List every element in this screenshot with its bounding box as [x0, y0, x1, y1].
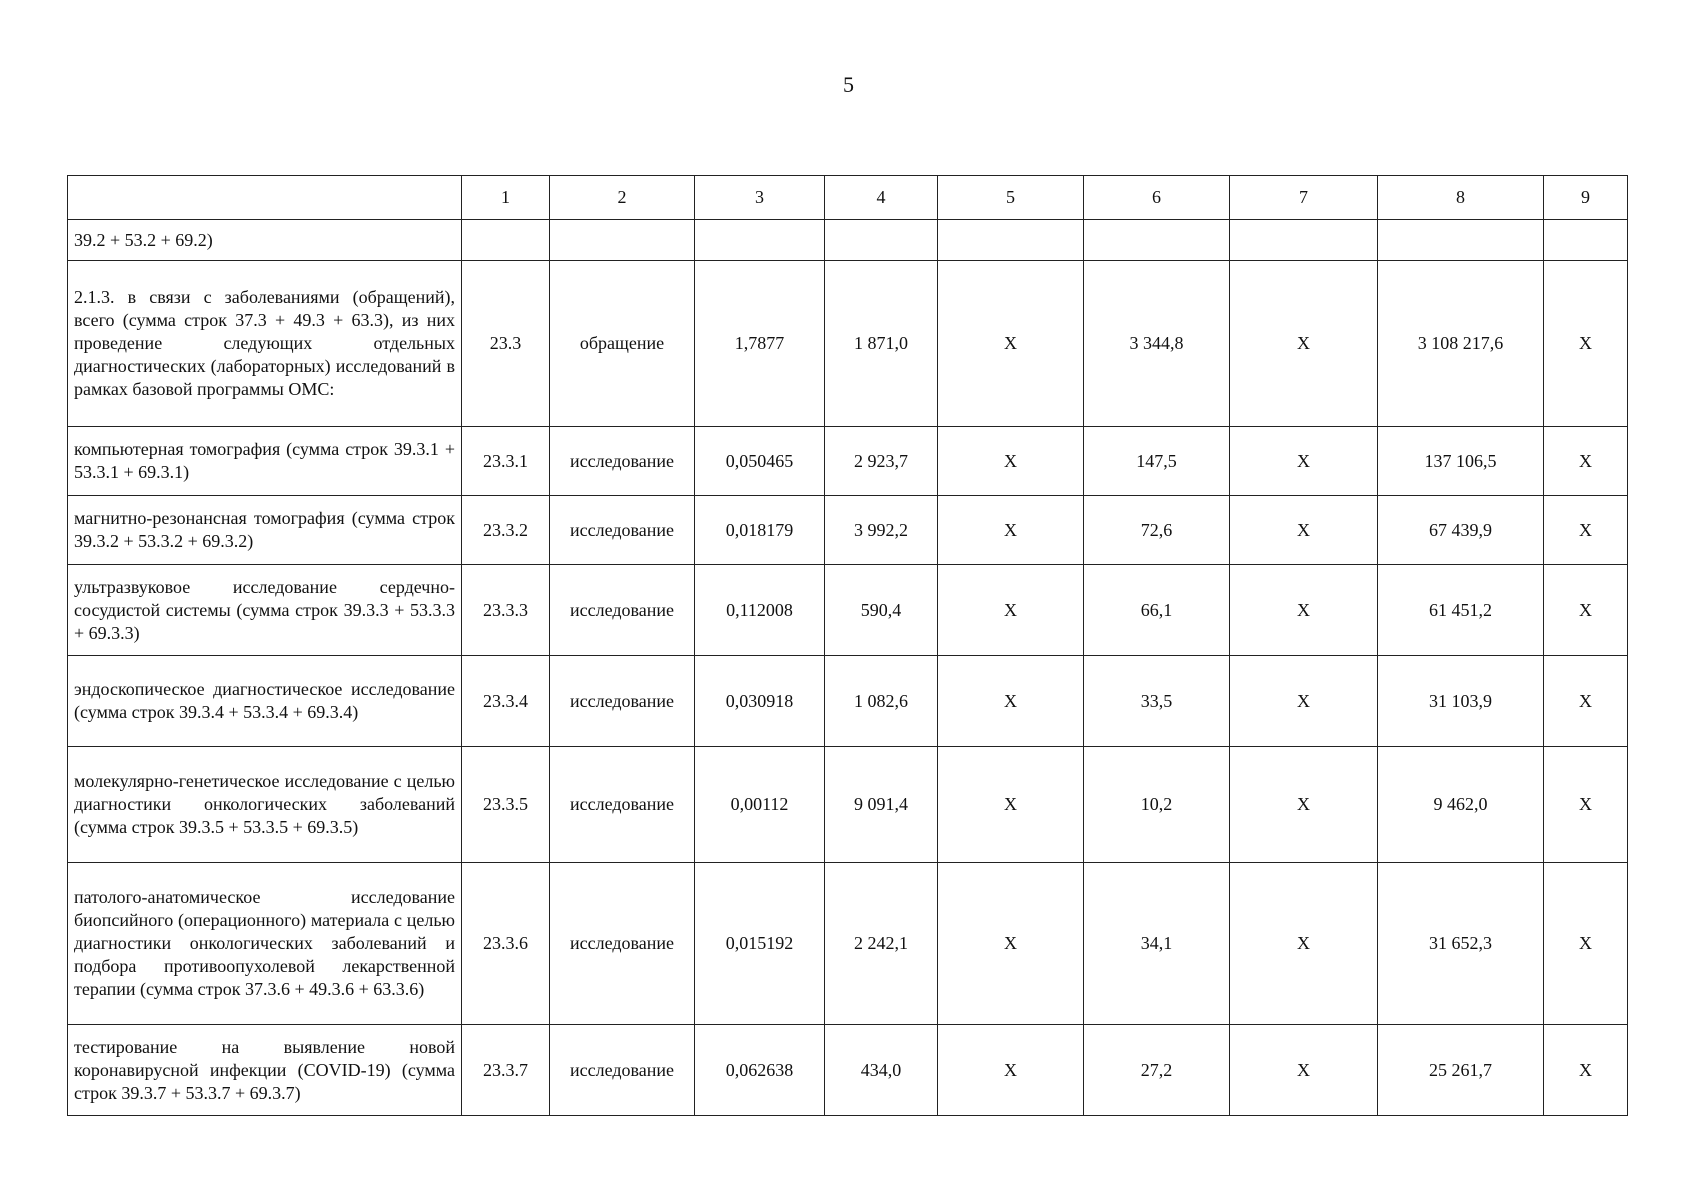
value-cell: 0,030918 [695, 656, 825, 747]
row-number-cell: 23.3.1 [462, 427, 550, 496]
value-cell: X [1230, 1025, 1378, 1116]
unit-cell: исследование [550, 427, 695, 496]
value-cell: 0,00112 [695, 747, 825, 863]
value-cell: X [1230, 496, 1378, 565]
value-cell: X [1230, 427, 1378, 496]
value-cell: 31 652,3 [1378, 863, 1544, 1025]
row-number-cell: 23.3.6 [462, 863, 550, 1025]
header-cell: 9 [1544, 176, 1628, 220]
value-cell: 34,1 [1084, 863, 1230, 1025]
row-number-cell: 23.3 [462, 261, 550, 427]
value-cell: 67 439,9 [1378, 496, 1544, 565]
empty-cell [1544, 220, 1628, 261]
row-number-cell: 23.3.2 [462, 496, 550, 565]
unit-cell: исследование [550, 565, 695, 656]
header-cell: 6 [1084, 176, 1230, 220]
value-cell: 1 082,6 [825, 656, 938, 747]
empty-cell [1084, 220, 1230, 261]
value-cell: X [1544, 427, 1628, 496]
row-name-cell: ультразвуковое исследование сердечно-сосудистой системы (сумма строк 39.3.3 + 53.3.3 + 69.3.3) [68, 565, 462, 656]
table-row [68, 496, 1628, 565]
table-row [68, 747, 1628, 863]
table-row [68, 1025, 1628, 1116]
row-name-cell: магнитно-резонансная томография (сумма строк 39.3.2 + 53.3.2 + 69.3.2) [68, 496, 462, 565]
value-cell: X [1544, 747, 1628, 863]
row-name-cell: 39.2 + 53.2 + 69.2) [68, 220, 462, 261]
data-table [67, 175, 1628, 1116]
value-cell: 3 108 217,6 [1378, 261, 1544, 427]
header-cell: 2 [550, 176, 695, 220]
header-cell-name [68, 176, 462, 220]
row-name-cell: патолого-анатомическое исследование биопсийного (операционного) материала с целью диагностики онкологических заболеваний и подбора противоопухолевой лекарственной терапии (сумма строк 37.3.6 + 49.3.6 + 63.3.6) [68, 863, 462, 1025]
empty-cell [825, 220, 938, 261]
value-cell: 25 261,7 [1378, 1025, 1544, 1116]
value-cell: X [1544, 656, 1628, 747]
value-cell: 33,5 [1084, 656, 1230, 747]
table-row [68, 565, 1628, 656]
value-cell: X [1230, 565, 1378, 656]
unit-cell: исследование [550, 656, 695, 747]
value-cell: 590,4 [825, 565, 938, 656]
header-cell: 3 [695, 176, 825, 220]
value-cell: 66,1 [1084, 565, 1230, 656]
table-row [68, 863, 1628, 1025]
value-cell: 3 992,2 [825, 496, 938, 565]
value-cell: X [938, 261, 1084, 427]
row-name-cell: компьютерная томография (сумма строк 39.3.1 + 53.3.1 + 69.3.1) [68, 427, 462, 496]
value-cell: 0,018179 [695, 496, 825, 565]
header-row [68, 176, 1628, 220]
header-cell: 5 [938, 176, 1084, 220]
value-cell: 434,0 [825, 1025, 938, 1116]
value-cell: X [1230, 863, 1378, 1025]
empty-cell [550, 220, 695, 261]
value-cell: X [938, 496, 1084, 565]
value-cell: X [938, 565, 1084, 656]
unit-cell: исследование [550, 863, 695, 1025]
value-cell: 0,050465 [695, 427, 825, 496]
unit-cell: обращение [550, 261, 695, 427]
value-cell: 31 103,9 [1378, 656, 1544, 747]
value-cell: X [1230, 261, 1378, 427]
value-cell: 72,6 [1084, 496, 1230, 565]
table-row [68, 427, 1628, 496]
value-cell: 2 242,1 [825, 863, 938, 1025]
empty-cell [1230, 220, 1378, 261]
value-cell: X [1544, 863, 1628, 1025]
row-number-cell: 23.3.4 [462, 656, 550, 747]
value-cell: X [1544, 565, 1628, 656]
unit-cell: исследование [550, 747, 695, 863]
value-cell: X [1544, 1025, 1628, 1116]
value-cell: 1 871,0 [825, 261, 938, 427]
value-cell: X [938, 863, 1084, 1025]
empty-cell [1378, 220, 1544, 261]
row-name-cell: молекулярно-генетическое исследование с целью диагностики онкологических заболеваний (сумма строк 39.3.5 + 53.3.5 + 69.3.5) [68, 747, 462, 863]
empty-cell [695, 220, 825, 261]
empty-cell [462, 220, 550, 261]
header-cell: 1 [462, 176, 550, 220]
value-cell: 61 451,2 [1378, 565, 1544, 656]
value-cell: 27,2 [1084, 1025, 1230, 1116]
value-cell: 1,7877 [695, 261, 825, 427]
value-cell: X [1544, 261, 1628, 427]
value-cell: 0,112008 [695, 565, 825, 656]
table-row [68, 656, 1628, 747]
row-name-cell: эндоскопическое диагностическое исследование (сумма строк 39.3.4 + 53.3.4 + 69.3.4) [68, 656, 462, 747]
row-number-cell: 23.3.3 [462, 565, 550, 656]
header-cell: 8 [1378, 176, 1544, 220]
value-cell: X [938, 427, 1084, 496]
value-cell: 137 106,5 [1378, 427, 1544, 496]
row-number-cell: 23.3.7 [462, 1025, 550, 1116]
value-cell: 9 091,4 [825, 747, 938, 863]
value-cell: 9 462,0 [1378, 747, 1544, 863]
value-cell: X [1230, 656, 1378, 747]
value-cell: 147,5 [1084, 427, 1230, 496]
unit-cell: исследование [550, 496, 695, 565]
unit-cell: исследование [550, 1025, 695, 1116]
empty-cell [938, 220, 1084, 261]
row-name-cell: 2.1.3. в связи с заболеваниями (обращений), всего (сумма строк 37.3 + 49.3 + 63.3), из них проведение следующих отдельных диагностических (лабораторных) исследований в рамках базовой программы ОМС: [68, 261, 462, 427]
row-number-cell: 23.3.5 [462, 747, 550, 863]
table-row [68, 261, 1628, 427]
value-cell: X [1544, 496, 1628, 565]
value-cell: X [938, 656, 1084, 747]
value-cell: 0,015192 [695, 863, 825, 1025]
page-number: 5 [843, 72, 854, 97]
value-cell: 3 344,8 [1084, 261, 1230, 427]
value-cell: X [938, 1025, 1084, 1116]
value-cell: X [938, 747, 1084, 863]
value-cell: 2 923,7 [825, 427, 938, 496]
continuation-row [68, 220, 1628, 261]
value-cell: 0,062638 [695, 1025, 825, 1116]
row-name-cell: тестирование на выявление новой коронавирусной инфекции (COVID-19) (сумма строк 39.3.7 + 53.3.7 + 69.3.7) [68, 1025, 462, 1116]
value-cell: X [1230, 747, 1378, 863]
value-cell: 10,2 [1084, 747, 1230, 863]
header-cell: 4 [825, 176, 938, 220]
header-cell: 7 [1230, 176, 1378, 220]
